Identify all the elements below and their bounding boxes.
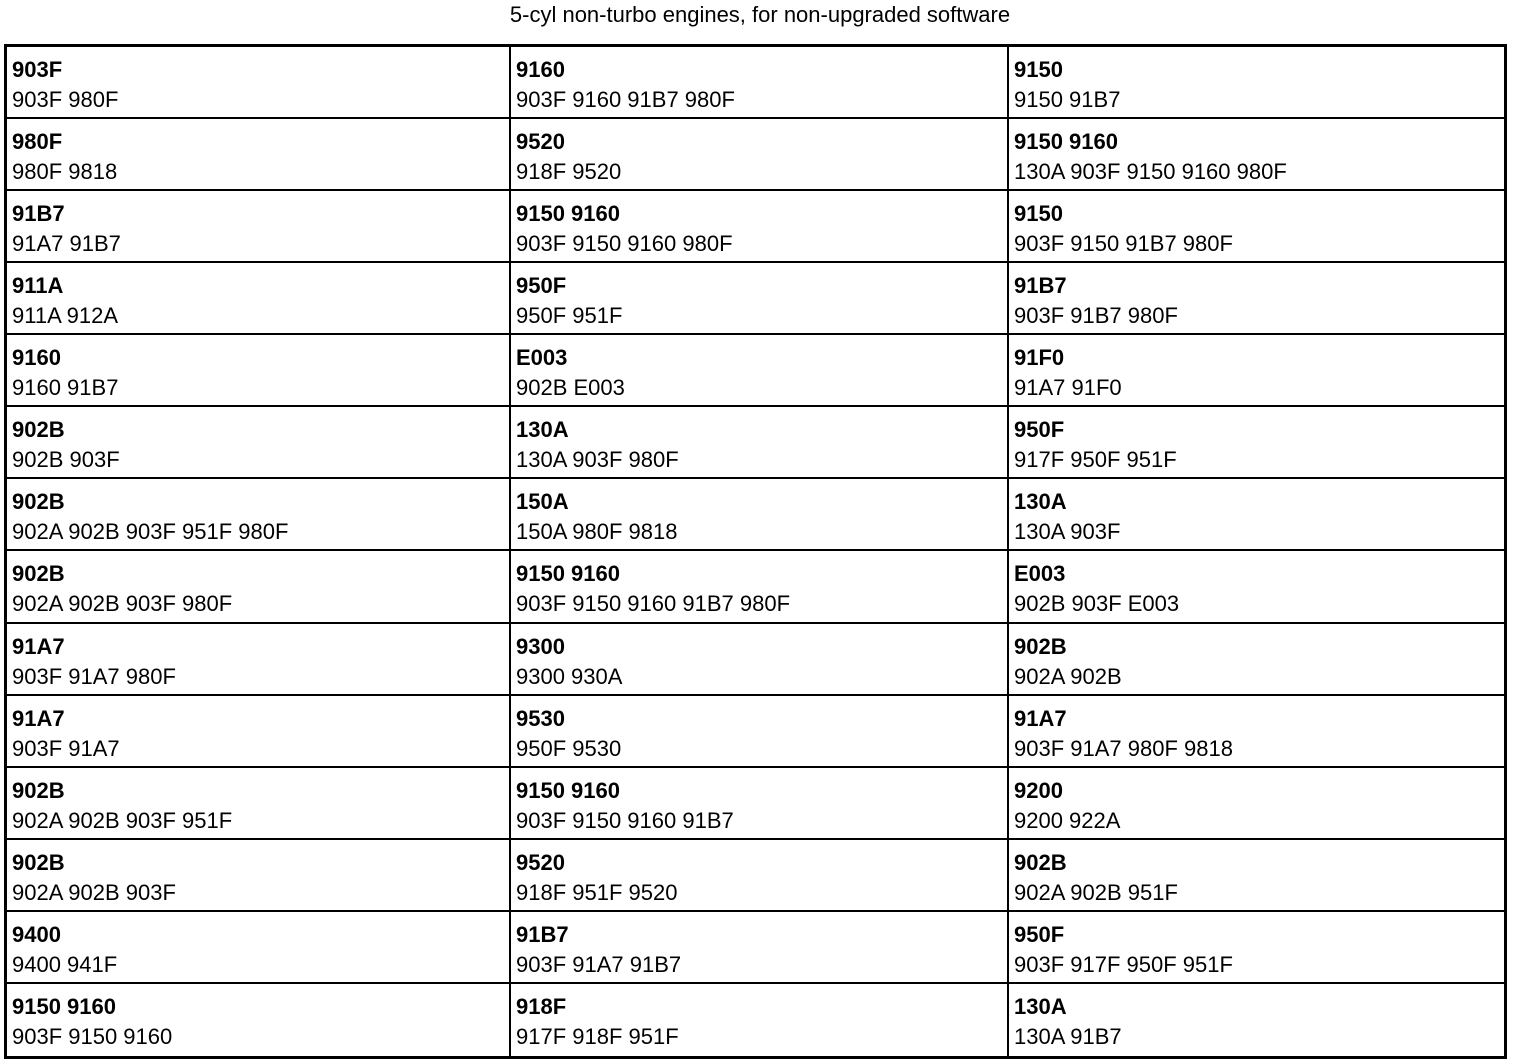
cell-code-list: 91A7 91F0: [1014, 375, 1122, 401]
cell-code-list: 902A 902B 903F 951F 980F: [12, 519, 289, 545]
table-cell: [511, 407, 1009, 479]
table-cell: [7, 984, 511, 1056]
cell-code-list: 130A 903F 9150 9160 980F: [1014, 159, 1287, 185]
cell-code-list: 130A 903F 980F: [516, 447, 679, 473]
cell-heading: 903F: [12, 57, 63, 82]
cell-heading: 9150 9160: [516, 561, 620, 587]
cell-heading: 9160: [516, 57, 565, 82]
cell-heading: 91B7: [1014, 273, 1067, 299]
cell-code-list: 903F 9150 9160 980F: [516, 231, 733, 257]
cell-heading: 9150 9160: [516, 777, 620, 803]
table-cell: [511, 47, 1009, 119]
table-cell: [7, 119, 511, 191]
cell-code-list: 903F 91A7 980F: [12, 663, 176, 689]
cell-code-list: 9150 91B7: [1014, 87, 1121, 112]
table-cell: [1009, 191, 1504, 263]
cell-heading: 130A: [1014, 993, 1067, 1019]
cell-heading: 950F: [1014, 921, 1065, 947]
table-cell: [511, 551, 1009, 623]
cell-code-list: 903F 9150 9160 91B7: [516, 807, 734, 833]
cell-heading: 9200: [1014, 777, 1063, 803]
cell-code-list: 9200 922A: [1014, 807, 1121, 833]
table-cell: [7, 407, 511, 479]
cell-heading: 130A: [516, 417, 569, 443]
cell-code-list: 902B 903F: [12, 447, 120, 473]
table-cell: [7, 47, 511, 119]
cell-heading: 9150 9160: [12, 993, 116, 1019]
cell-heading: 9400: [12, 921, 61, 947]
table-cell: [511, 984, 1009, 1056]
cell-heading: 9520: [516, 849, 565, 875]
table-cell: [7, 840, 511, 912]
table-cell: [1009, 768, 1504, 840]
cell-code-list: 902A 902B 903F 980F: [12, 591, 233, 617]
table-cell: [511, 912, 1009, 984]
cell-heading: 9150: [1014, 57, 1063, 82]
cell-heading: 902B: [1014, 633, 1067, 659]
cell-heading: 950F: [516, 273, 567, 299]
cell-code-list: 902B 903F E003: [1014, 591, 1180, 617]
cell-heading: 91B7: [516, 921, 569, 947]
table-cell: [7, 551, 511, 623]
cell-code-list: 130A 903F: [1014, 519, 1121, 545]
cell-code-list: 903F 91A7: [12, 735, 120, 761]
table-cell: [1009, 47, 1504, 119]
cell-heading: 980F: [12, 129, 63, 155]
table-cell: [511, 624, 1009, 696]
cell-heading: 91A7: [12, 633, 65, 659]
table-cell: [511, 335, 1009, 407]
cell-heading: 9520: [516, 129, 565, 155]
table-cell: [1009, 407, 1504, 479]
cell-heading: 9150 9160: [516, 201, 620, 227]
cell-code-list: 91A7 91B7: [12, 231, 121, 257]
cell-code-list: 9160 91B7: [12, 375, 119, 401]
cell-heading: 918F: [516, 993, 567, 1019]
cell-code-list: 917F 918F 951F: [516, 1023, 679, 1049]
cell-heading: E003: [516, 345, 568, 371]
table-cell: [1009, 912, 1504, 984]
cell-code-list: 902A 902B 903F 951F: [12, 807, 233, 833]
page-title: 5-cyl non-turbo engines, for non-upgraded software: [509, 2, 1011, 27]
cell-code-list: 903F 9150 9160: [12, 1023, 173, 1049]
table-cell: [7, 768, 511, 840]
table-cell: [7, 696, 511, 768]
cell-code-list: 902A 902B 903F: [12, 879, 176, 905]
cell-code-list: 903F 91A7 91B7: [516, 951, 682, 977]
table-cell: [511, 191, 1009, 263]
cell-heading: 9530: [516, 705, 565, 731]
cell-heading: 902B: [12, 849, 65, 875]
table-cell: [511, 696, 1009, 768]
table-cell: [7, 479, 511, 551]
engine-code-table: [4, 44, 1507, 1059]
cell-heading: 91B7: [12, 201, 65, 227]
table-cell: [7, 335, 511, 407]
table-cell: [511, 119, 1009, 191]
table-cell: [7, 263, 511, 335]
table-cell: [511, 263, 1009, 335]
cell-heading: 91F0: [1014, 345, 1065, 371]
table-cell: [1009, 335, 1504, 407]
table-cell: [1009, 263, 1504, 335]
table-cell: [1009, 624, 1504, 696]
cell-code-list: 950F 9530: [516, 735, 622, 761]
cell-code-list: 9300 930A: [516, 663, 623, 689]
table-cell: [7, 624, 511, 696]
cell-heading: 91A7: [1014, 705, 1067, 731]
cell-code-list: 902A 902B: [1014, 663, 1122, 689]
cell-code-list: 902A 902B 951F: [1014, 879, 1178, 905]
cell-heading: 91A7: [12, 705, 65, 731]
cell-code-list: 902B E003: [516, 375, 625, 401]
cell-heading: 9150: [1014, 201, 1063, 227]
cell-code-list: 911A 912A: [12, 303, 119, 329]
cell-code-list: 980F 9818: [12, 159, 118, 185]
cell-heading: 902B: [12, 489, 65, 515]
table-cell: [1009, 840, 1504, 912]
table-cell: [511, 768, 1009, 840]
cell-code-list: 903F 9160 91B7 980F: [516, 87, 735, 112]
cell-heading: 911A: [12, 273, 64, 299]
cell-code-list: 903F 91A7 980F 9818: [1014, 735, 1233, 761]
cell-heading: 902B: [12, 417, 65, 443]
cell-code-list: 903F 917F 950F 951F: [1014, 951, 1233, 977]
cell-code-list: 950F 951F: [516, 303, 623, 329]
cell-heading: E003: [1014, 561, 1066, 587]
cell-code-list: 918F 951F 9520: [516, 879, 678, 905]
table-cell: [1009, 479, 1504, 551]
cell-heading: 950F: [1014, 417, 1065, 443]
cell-heading: 9150 9160: [1014, 129, 1118, 155]
cell-code-list: 918F 9520: [516, 159, 622, 185]
cell-heading: 9160: [12, 345, 61, 371]
table-cell: [1009, 551, 1504, 623]
cell-heading: 902B: [1014, 849, 1067, 875]
table-cell: [511, 840, 1009, 912]
cell-code-list: 903F 9150 91B7 980F: [1014, 231, 1233, 257]
cell-heading: 902B: [12, 561, 65, 587]
table-cell: [1009, 984, 1504, 1056]
cell-heading: 150A: [516, 489, 569, 515]
table-cell: [7, 191, 511, 263]
table-cell: [511, 479, 1009, 551]
cell-code-list: 150A 980F 9818: [516, 519, 678, 545]
table-cell: [1009, 696, 1504, 768]
cell-code-list: 903F 91B7 980F: [1014, 303, 1178, 329]
cell-heading: 9300: [516, 633, 565, 659]
table-cell: [7, 912, 511, 984]
cell-code-list: 903F 9150 9160 91B7 980F: [516, 591, 791, 617]
cell-code-list: 130A 91B7: [1014, 1023, 1122, 1049]
cell-code-list: 9400 941F: [12, 951, 118, 977]
cell-code-list: 903F 980F: [12, 87, 119, 112]
cell-heading: 902B: [12, 777, 65, 803]
cell-code-list: 917F 950F 951F: [1014, 447, 1177, 473]
table-cell: [1009, 119, 1504, 191]
cell-heading: 130A: [1014, 489, 1067, 515]
